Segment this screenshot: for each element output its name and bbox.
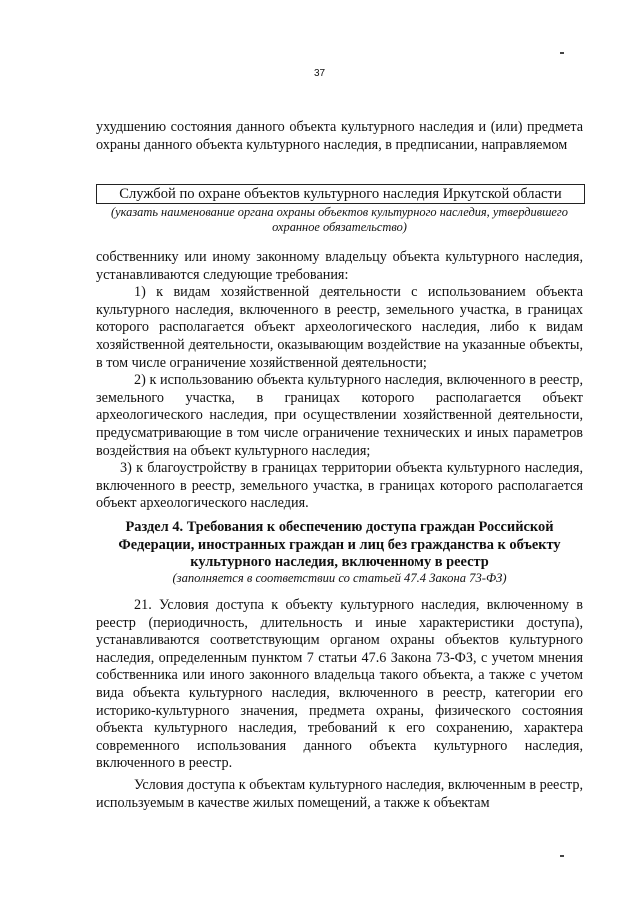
- requirements-intro: собственнику или иному законному владельцу объекта культурного наследия, устанавливаются следующие требования:: [96, 249, 583, 283]
- paragraph-last: Условия доступа к объектам культурного наследия, включенным в реестр, используемым в качестве жилых помещений, а также к объектам: [96, 776, 583, 811]
- intro-text: ухудшению состояния данного объекта культурного наследия и (или) предмета охраны данного объекта культурного наследия, в предписании, направляемом: [96, 119, 583, 153]
- intro-paragraph: [96, 119, 583, 154]
- scan-mark-bottom: [560, 855, 564, 857]
- paragraph-21: 21. Условия доступа к объекту культурного наследия, включенному в реестр (периодичность, длительность и иные характеристики доступа), устанавливаются соответствующим органом охраны объектов культурного наследия, определенным пунктом 7 статьи 47.6 Закона 73-ФЗ, с учетом мнения собственника или иного законного владельца такого объекта, а также с учетом вида объекта культурного наследия, включенного в реестр, категории его историко-культурного значения, предмета охраны, физического состояния объекта культурного наследия, требований к его сохранению, характера современного использования данного объекта культурного наследия, включенного в реестр.: [96, 597, 583, 772]
- scan-mark: [560, 52, 564, 54]
- page-number: 37: [313, 68, 326, 79]
- requirements-block: [96, 249, 583, 513]
- section-heading: Раздел 4. Требования к обеспечению доступа граждан Российской Федерации, иностранных граждан и лиц без гражданства к объекту культурного наследия, включенному в реестр: [118, 519, 561, 571]
- authority-caption: (указать наименование органа охраны объектов культурного наследия, утвердившего охранное обязательство): [111, 205, 568, 235]
- requirement-item-2: 2) к использованию объекта культурного наследия, включенного в реестр, земельного участка, в границах которого располагается объект археологического наследия, при осуществлении хозяйственной деятельности, предусматривающие в том числе ограничение технических и иных параметров воздействия на объект культурного наследия;: [96, 372, 583, 459]
- authority-field: Службой по охране объектов культурного наследия Иркутской области: [96, 184, 585, 204]
- requirement-item-1: 1) к видам хозяйственной деятельности с использованием объекта культурного наследия, включенного в реестр, земельного участка, в границах которого располагается объект археологического наследия, либо к видам хозяйственной деятельности, оказывающим воздействие на указанные объекты, в том числе ограничение хозяйственной деятельности;: [96, 284, 583, 371]
- access-paragraphs: [96, 597, 583, 812]
- requirement-item-3: 3) к благоустройству в границах территории объекта культурного наследия, включенного в реестр, земельного участка, в границах которого располагается объект археологического наследия.: [96, 460, 583, 512]
- section-note: (заполняется в соответствии со статьей 47.4 Закона 73-ФЗ): [172, 571, 507, 585]
